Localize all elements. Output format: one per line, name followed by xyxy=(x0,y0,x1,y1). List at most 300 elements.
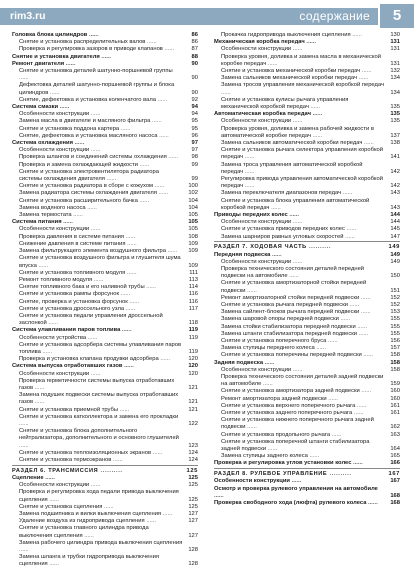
toc-leader-dots: ...... xyxy=(73,140,85,147)
toc-entry-title: Замена радиатора системы охлаждения двигателя xyxy=(19,190,157,197)
toc-entry xyxy=(214,432,400,439)
toc-page-number: 96 xyxy=(191,132,198,139)
toc-page-number: 153 xyxy=(390,309,400,316)
toc-entry xyxy=(214,453,400,460)
toc-entry-title: Снятие и установка заднего поперечного рычага xyxy=(221,410,353,417)
toc-page-number: 119 xyxy=(188,327,198,334)
toc-entry-title: Головка блока цилиндров xyxy=(12,32,88,38)
toc-entry-title: Сцепление xyxy=(12,474,44,481)
toc-entry xyxy=(12,284,198,291)
toc-leader-dots: ...... xyxy=(102,503,114,510)
toc-page-number: 168 xyxy=(390,500,400,506)
toc-page-number: 117 xyxy=(188,305,198,312)
toc-entry xyxy=(12,82,198,96)
toc-entry-title: Особенности конструкции xyxy=(19,111,90,118)
toc-entry xyxy=(214,280,400,294)
toc-entry xyxy=(214,396,400,403)
toc-entry-title: Замена тросов управления механической коробкой передач xyxy=(221,82,385,89)
toc-leader-dots: ...... xyxy=(166,154,179,161)
toc-leader-dots: ...... xyxy=(89,370,101,377)
toc-entry-title: Ремонт топливного модуля xyxy=(19,276,93,283)
toc-entry xyxy=(12,313,198,327)
toc-entry-title: Проверка и регулировка зазоров в приводе клапанов xyxy=(19,46,163,53)
toc-page-number: 149 xyxy=(390,251,400,258)
toc-leader-dots: ...... xyxy=(287,273,299,280)
toc-page-number: 167 xyxy=(388,471,400,478)
toc-page-number: 122 xyxy=(188,420,198,427)
toc-entry-title: Снятие и установка электровентилятора радиатора системы охлаждения двигателя xyxy=(19,168,159,183)
toc-entry-title: Замена термостата xyxy=(19,212,72,219)
toc-chapter-entry xyxy=(214,486,400,500)
toc-page-number: 165 xyxy=(390,453,400,460)
toc-entry-title: Проверка уровня, доливка и замена рабочей жидкости в автоматической коробке передач xyxy=(221,125,374,139)
toc-chapter-entry xyxy=(12,327,198,334)
toc-leader-dots: ...... xyxy=(144,518,156,525)
toc-leader-dots: ...... xyxy=(357,75,369,82)
toc-leader-dots: ...... xyxy=(352,410,364,417)
toc-entry xyxy=(12,190,198,197)
toc-leader-dots: ...... xyxy=(266,60,278,67)
toc-entry-title: Замена сальников механической коробки передач xyxy=(221,75,358,82)
toc-entry-title: Замена стойки стабилизатора передней подвески xyxy=(221,323,356,330)
toc-entry xyxy=(214,295,400,302)
toc-leader-dots: ...... xyxy=(350,32,362,38)
toc-leader-dots: ...... xyxy=(118,406,130,413)
toc-entry-title: Передняя подвеска xyxy=(214,251,271,258)
toc-entry-title: Снятие и установка поддона картера xyxy=(19,125,120,132)
toc-entry xyxy=(12,378,198,392)
toc-entry-title: Снятие и установка воздушного фильтра и глушителя шума впуска xyxy=(19,255,181,269)
toc-left-column xyxy=(12,32,198,569)
toc-page-number: 130 xyxy=(390,32,400,38)
toc-entry-title: Ремонт амортизатора задней подвески xyxy=(221,395,327,402)
toc-entry xyxy=(12,46,198,53)
toc-leader-dots: ...... xyxy=(33,399,45,406)
toc-leader-dots: ...... xyxy=(162,46,175,53)
toc-entry xyxy=(214,331,400,338)
toc-chapter-entry xyxy=(214,500,400,507)
toc-entry-title: Дефектовка деталей шатунно-поршневой группы и блока цилиндров xyxy=(19,82,175,96)
toc-entry-title: Задняя подвеска xyxy=(214,359,264,366)
toc-entry-title: Снятие и установка верхнего поперечного рычага xyxy=(221,402,356,409)
toc-leader-dots: ...... xyxy=(137,197,150,204)
toc-leader-dots: ...... xyxy=(161,510,173,517)
toc-leader-dots: ...... xyxy=(125,269,137,276)
toc-leader-dots: ...... xyxy=(19,442,29,449)
toc-leader-dots: ...... xyxy=(137,161,150,168)
toc-leader-dots: ...... xyxy=(157,132,169,139)
toc-page-number: 98 xyxy=(191,154,198,161)
toc-leader-dots: ...... xyxy=(214,492,224,499)
toc-entry-title: Снятие и установка педали управления дроссельной заслонкой xyxy=(19,312,163,327)
toc-leader-dots: ...... xyxy=(341,190,353,197)
toc-leader-dots: ...... xyxy=(46,320,58,327)
toc-page-number: 155 xyxy=(390,323,400,330)
toc-page-number: 92 xyxy=(191,96,198,103)
toc-entry-title: Система выпуска отработавших газов xyxy=(12,363,123,370)
toc-entry xyxy=(12,133,198,140)
toc-entry-title: Снятие и установка распределительных валов xyxy=(19,39,146,46)
toc-page-number: 90 xyxy=(191,60,198,67)
toc-page-number: 155 xyxy=(390,316,400,323)
toc-entry-title: Снятие и установка адсорбера системы улавливания паров топлива xyxy=(19,341,182,355)
toc-page-number: 131 xyxy=(390,46,400,53)
toc-entry-title: Снятие и установка радиатора в сборе с кожухом xyxy=(19,183,154,190)
toc-entry xyxy=(12,241,198,248)
toc-entry-title: Особенности конструкции xyxy=(221,219,292,226)
toc-chapter-entry xyxy=(214,360,400,367)
toc-entry-title: Проверка уровня, доливка и замена масла в механической коробке передач xyxy=(221,53,381,67)
toc-entry-title: Замена фильтрующего элемента воздушного фильтра xyxy=(19,248,166,255)
toc-leader-dots: ...... xyxy=(245,287,257,294)
toc-chapter-entry xyxy=(214,111,400,118)
toc-entry-title: РАЗДЕЛ 6. ТРАНСМИССИЯ xyxy=(12,467,99,474)
toc-entry-title: Замена ступицы заднего колеса xyxy=(221,453,308,460)
toc-entry-title: Приводы передних колес xyxy=(214,212,288,219)
toc-page-number: 127 xyxy=(188,532,198,539)
toc-page-number: 94 xyxy=(191,104,198,111)
toc-leader-dots: ...... xyxy=(40,348,53,355)
toc-entry-title: РАЗДЕЛ 8. РУЛЕВОЕ УПРАВЛЕНИЕ xyxy=(214,471,328,478)
toc-entry xyxy=(214,338,400,345)
toc-page-number: 167 xyxy=(390,478,400,485)
toc-leader-dots: ...... xyxy=(344,226,357,233)
toc-page-number: 145 xyxy=(390,226,400,233)
toc-leader-dots: ...... xyxy=(158,356,171,363)
toc-page-number: 159 xyxy=(390,381,400,388)
toc-leader-dots: ...... xyxy=(156,190,169,197)
toc-entry xyxy=(214,176,400,190)
toc-entry xyxy=(214,190,400,197)
toc-entry-title: Особенности конструкции xyxy=(19,370,90,377)
toc-leader-dots: ...... xyxy=(99,53,112,60)
toc-entry xyxy=(214,126,400,140)
toc-page-number: 132 xyxy=(390,68,400,75)
toc-page-number: 125 xyxy=(188,474,198,481)
toc-page-number: 143 xyxy=(390,190,400,197)
toc-entry-title: Автоматическая коробка передач xyxy=(214,111,311,118)
toc-entry xyxy=(12,489,198,503)
toc-entry-title: Замена шарниров равных угловых скоростей xyxy=(221,233,344,240)
toc-entry xyxy=(12,169,198,183)
toc-entry xyxy=(12,183,198,190)
toc-entry-title: Снятие и установка термоэкранов xyxy=(19,456,112,463)
toc-page-number: 127 xyxy=(188,510,198,517)
toc-entry-title: Снятие и установка катколлектора и замена его прокладки xyxy=(19,413,179,420)
toc-entry xyxy=(214,234,400,241)
toc-leader-dots: ...... xyxy=(89,226,101,233)
toc-entry xyxy=(12,126,198,133)
toc-entry xyxy=(12,154,198,161)
toc-leader-dots: ...... xyxy=(245,424,257,431)
toc-leader-dots: ...... xyxy=(48,89,60,96)
toc-chapter-entry xyxy=(214,252,400,259)
toc-entry xyxy=(12,407,198,414)
toc-entry xyxy=(12,392,198,406)
toc-entry xyxy=(12,518,198,525)
toc-entry xyxy=(12,525,198,539)
toc-chapter-entry xyxy=(12,32,198,39)
toc-leader-dots: ...... xyxy=(86,334,98,341)
toc-entry-title: Замена переключателя диапазонов передач xyxy=(221,190,342,197)
toc-page-number: 135 xyxy=(390,111,400,118)
toc-chapter-entry xyxy=(12,363,198,370)
toc-page-number: 99 xyxy=(191,161,198,168)
toc-entry xyxy=(214,147,400,161)
toc-entry xyxy=(214,46,400,53)
toc-entry-title: Замена сальников автоматической коробки передач xyxy=(221,140,363,147)
toc-page-number: 142 xyxy=(390,183,400,190)
toc-entry-title: Снятие топливного бака и его наливной трубы xyxy=(19,284,145,291)
toc-entry xyxy=(12,270,198,277)
toc-page-number: 104 xyxy=(188,197,198,204)
toc-page-number: 113 xyxy=(188,276,198,283)
toc-page-number: 162 xyxy=(390,424,400,431)
toc-entry-title: Снятие и установка поперечного бруса xyxy=(221,338,327,345)
toc-page-number: 105 xyxy=(188,212,198,219)
toc-leader-dots: ...... xyxy=(308,104,321,111)
toc-entry-title: Снятие и установка сцепления xyxy=(19,503,103,510)
toc-entry-title: Снятие, дефектовка и установка масляного насоса xyxy=(19,132,158,139)
toc-entry xyxy=(214,259,400,266)
toc-entry-title: Снятие и установка деталей шатунно-поршневой группы xyxy=(19,68,173,75)
toc-entry-title: Снятие и установка приемной трубы xyxy=(19,406,118,413)
toc-entry-title: Регулировка привода управления автоматической коробкой передач xyxy=(221,176,383,190)
toc-leader-dots: ...... xyxy=(89,482,101,489)
toc-page-number: 114 xyxy=(188,284,198,291)
toc-entry xyxy=(12,540,198,554)
toc-entry xyxy=(12,39,198,46)
toc-leader-dots: ...... xyxy=(120,327,132,334)
toc-page-number: 138 xyxy=(390,140,400,147)
toc-page-number: 105 xyxy=(188,219,198,226)
toc-entry-title: Особенности конструкции xyxy=(214,478,290,485)
toc-page-number: 94 xyxy=(191,111,198,118)
toc-entry xyxy=(214,118,400,125)
toc-leader-dots: ...... xyxy=(343,233,355,240)
toc-leader-dots: ...... xyxy=(290,478,302,485)
toc-leader-dots: ...... xyxy=(19,75,29,82)
toc-entry-title: Прокачка гидропривода выключения сцепления xyxy=(221,32,351,38)
toc-page-number: 163 xyxy=(390,431,400,438)
toc-leader-dots: ...... xyxy=(366,500,378,506)
toc-page-number: 109 xyxy=(188,240,198,247)
toc-page-number: 144 xyxy=(390,219,400,226)
toc-leader-dots: ...... xyxy=(261,381,273,388)
toc-page-number: 158 xyxy=(390,352,400,359)
toc-entry-title: Проверка герметичности системы выпуска отработавших газов xyxy=(19,377,175,391)
toc-page-number: 118 xyxy=(188,320,198,327)
toc-page-number: 100 xyxy=(188,183,198,190)
toc-leader-dots: ...... xyxy=(338,316,351,323)
toc-page-number: 125 xyxy=(188,482,198,489)
page-header xyxy=(0,0,414,28)
toc-leader-dots: ...... xyxy=(361,352,374,359)
toc-page-number: 125 xyxy=(186,467,198,474)
toc-entry xyxy=(214,226,400,233)
toc-entry-title: Замена подушек подвески системы выпуска отработавших газов xyxy=(19,392,179,406)
toc-leader-dots: ...... xyxy=(359,309,371,316)
toc-entry-title: Особенности конструкции xyxy=(221,366,292,373)
toc-leader-dots: ...... xyxy=(310,111,323,118)
toc-page-number: 90 xyxy=(191,89,198,96)
toc-page-number: 155 xyxy=(390,330,400,337)
toc-page-number: 156 xyxy=(390,338,400,345)
toc-leader-dots: ...... xyxy=(304,39,317,46)
toc-entry xyxy=(12,457,198,464)
toc-entry xyxy=(214,266,400,280)
toc-entry-title: Проверка шлангов и соединений системы охлаждения xyxy=(19,154,167,161)
toc-page-number: 116 xyxy=(188,291,198,298)
toc-entry-title: Снятие и установка блока управления автоматической коробкой передач xyxy=(221,197,370,211)
toc-entry-title: Замена ступицы переднего колеса xyxy=(221,345,315,352)
toc-page-number: 150 xyxy=(390,273,400,280)
toc-entry-title: Снятие и установка топливного модуля xyxy=(19,269,126,276)
toc-page-number: 125 xyxy=(188,496,198,503)
toc-leader-dots: ...... xyxy=(291,219,303,226)
part-divider xyxy=(214,241,400,242)
toc-page-number: 121 xyxy=(188,406,198,413)
toc-entry-title: Система охлаждения xyxy=(12,140,73,147)
toc-chapter-entry xyxy=(12,61,198,68)
toc-page-number: 87 xyxy=(191,46,198,53)
toc-entry-title: Снятие и установка главного цилиндра привода выключения сцепления xyxy=(19,525,149,539)
toc-leader-dots: ...... xyxy=(314,345,326,352)
toc-page-number: 121 xyxy=(188,399,198,406)
toc-entry xyxy=(12,118,198,125)
toc-leader-dots: .......... xyxy=(306,244,332,251)
toc-leader-dots: ...... xyxy=(347,302,360,309)
toc-entry xyxy=(12,342,198,356)
toc-entry-title: Проверка и регулировка углов установки колес xyxy=(214,460,352,467)
toc-page-number: 116 xyxy=(188,298,198,305)
toc-page-number: 119 xyxy=(188,334,198,341)
toc-leader-dots: ...... xyxy=(111,456,123,463)
toc-page-number: 97 xyxy=(191,147,198,154)
toc-page-number: 123 xyxy=(188,442,198,449)
page-number: 5 xyxy=(380,4,414,28)
toc-leader-dots: ...... xyxy=(243,183,255,190)
toc-entry xyxy=(214,97,400,111)
toc-entry-title: Снятие и установка амортизатора задней подвески xyxy=(221,388,360,395)
toc-entry xyxy=(12,428,198,450)
toc-leader-dots: ...... xyxy=(92,276,104,283)
toc-leader-dots: ...... xyxy=(19,546,29,553)
toc-entry xyxy=(12,212,198,219)
toc-leader-dots: ...... xyxy=(221,89,231,96)
toc-entry-title: Система питания xyxy=(12,219,62,226)
toc-leader-dots: ...... xyxy=(89,111,101,118)
toc-entry xyxy=(12,234,198,241)
toc-entry-title: Снятие и установка рычага селектора управления коробкой передач xyxy=(221,147,384,161)
toc-entry-title: Снятие и установка продольного рычага xyxy=(221,431,331,438)
toc-entry-title: Ремонт амортизаторной стойки передней подвески xyxy=(221,294,360,301)
toc-leader-dots: ...... xyxy=(330,431,342,438)
toc-entry-title: Особенности конструкции xyxy=(221,46,292,53)
toc-leader-dots: .......... xyxy=(98,467,123,474)
toc-entry-title: Проверка свободного хода (люфта) рулевого колеса xyxy=(214,500,367,506)
toc-leader-dots: ...... xyxy=(291,366,303,373)
toc-page-number: 102 xyxy=(188,190,198,197)
toc-page-number: 104 xyxy=(188,204,198,211)
toc-leader-dots: ...... xyxy=(47,561,59,568)
toc-leader-dots: ...... xyxy=(144,284,156,291)
toc-leader-dots: ...... xyxy=(263,359,275,366)
toc-page-number: 120 xyxy=(188,363,198,370)
toc-leader-dots: ...... xyxy=(355,402,367,409)
toc-page-number: 134 xyxy=(390,75,400,82)
toc-page-number: 157 xyxy=(390,345,400,352)
toc-page-number: 125 xyxy=(188,503,198,510)
toc-page-number: 135 xyxy=(390,104,400,111)
toc-entry-title: Особенности конструкции xyxy=(19,147,90,154)
toc-page-number: 137 xyxy=(390,132,400,139)
toc-entry-title: Особенности конструкции xyxy=(19,226,90,233)
toc-entry xyxy=(214,82,400,96)
toc-entry-title: Замена сайлент-блоков рычага передней подвески xyxy=(221,309,360,316)
toc-entry-title: Снятие, проверка и установка форсунок xyxy=(19,298,128,305)
toc-entry xyxy=(12,450,198,457)
toc-page-number: 149 xyxy=(390,258,400,265)
toc-entry-title: Снятие и установка механической коробки передач xyxy=(221,68,361,75)
toc-entry-title: Проверка и регулировка хода педали привода выключения сцепления xyxy=(19,489,179,503)
toc-entry-title: Снятие и установка поперечной штанги стабилизатора задней подвески xyxy=(221,438,370,453)
toc-part-heading xyxy=(214,244,400,251)
toc-leader-dots: ...... xyxy=(89,147,101,154)
toc-entry xyxy=(12,414,198,428)
toc-entry-title: Снятие, дефектовка и установка коленчатого вала xyxy=(19,96,156,103)
toc-leader-dots: ...... xyxy=(355,323,367,330)
toc-entry xyxy=(214,352,400,359)
toc-entry xyxy=(214,198,400,212)
toc-leader-dots: ...... xyxy=(270,251,282,258)
toc-page-number: 152 xyxy=(390,294,400,301)
toc-entry-title: Особенности конструкции xyxy=(19,482,90,489)
toc-chapter-entry xyxy=(12,219,198,226)
toc-leader-dots: ...... xyxy=(82,532,94,539)
toc-entry xyxy=(214,439,400,453)
toc-entry-title: Механическая коробка передач xyxy=(214,39,305,46)
toc-chapter-entry xyxy=(12,140,198,147)
part-divider xyxy=(12,465,198,466)
toc-entry-title: Снятие и установка поперечины передней подвески xyxy=(221,352,362,359)
toc-page-number: 120 xyxy=(188,356,198,363)
toc-entry-title: Осмотр и проверка рулевого управления на автомобиле xyxy=(214,485,378,492)
toc-leader-dots: ...... xyxy=(61,219,73,226)
toc-entry xyxy=(214,162,400,176)
toc-page-number: 131 xyxy=(390,39,400,46)
toc-entry xyxy=(214,316,400,323)
toc-entry xyxy=(214,54,400,68)
toc-page-number: 105 xyxy=(188,226,198,233)
toc-leader-dots: ...... xyxy=(124,233,136,240)
toc-leader-dots: ...... xyxy=(104,176,117,183)
toc-page-number: 86 xyxy=(191,39,198,46)
toc-leader-dots: ...... xyxy=(125,240,137,247)
toc-leader-dots: ...... xyxy=(243,168,255,175)
toc-page-number: 127 xyxy=(188,518,198,525)
toc-leader-dots: ...... xyxy=(359,388,372,395)
toc-entry xyxy=(12,554,198,568)
toc-entry-title: Снятие и установка амортизаторной стойки передней подвески xyxy=(221,280,367,294)
toc-leader-dots: ...... xyxy=(307,453,320,460)
toc-page-number: 97 xyxy=(191,140,198,147)
toc-page-number: 160 xyxy=(390,388,400,395)
toc-leader-dots: ...... xyxy=(326,395,338,402)
toc-entry-title: Особенности конструкции xyxy=(221,118,292,125)
toc-entry-title: Особенности устройства xyxy=(19,334,87,341)
toc-page-number: 141 xyxy=(390,154,400,161)
